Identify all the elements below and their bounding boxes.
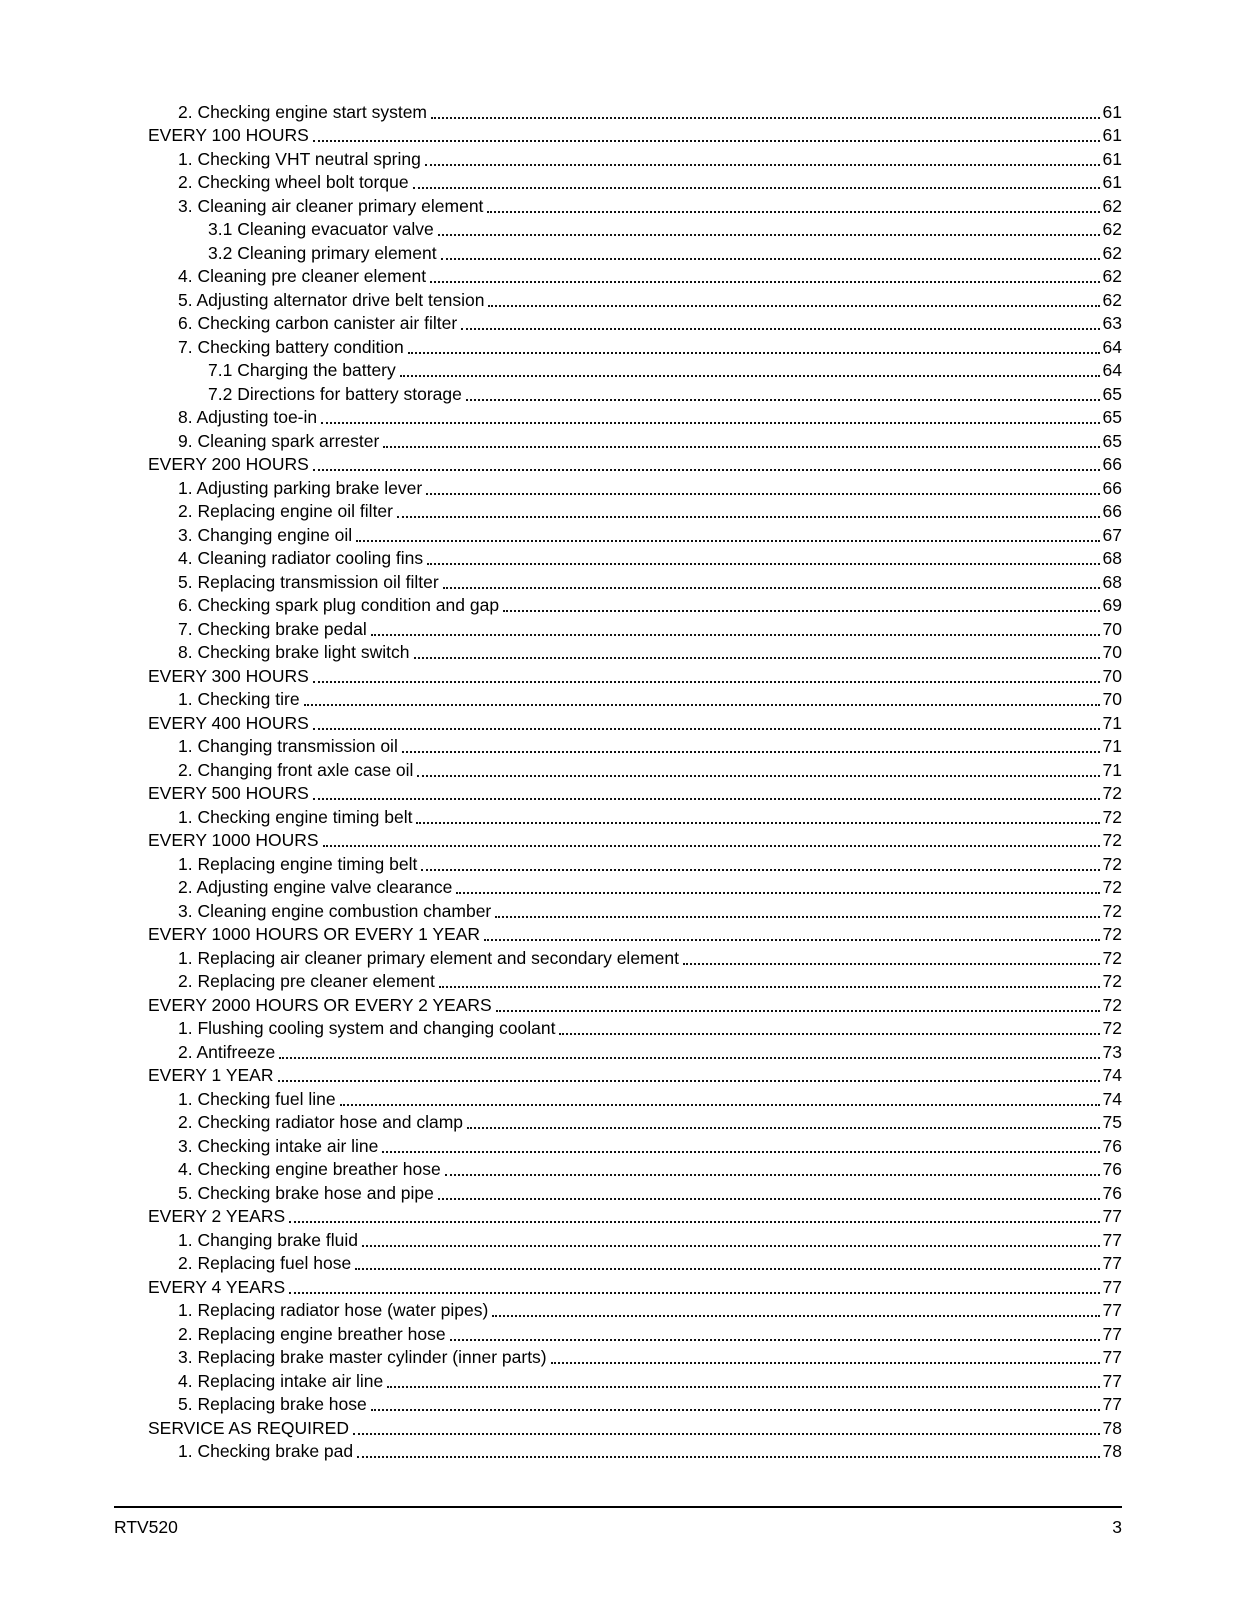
toc-leader-dots [278, 1080, 1100, 1082]
toc-entry-title: 5. Replacing transmission oil filter [178, 571, 439, 592]
toc-entry-title: 7. Checking brake pedal [178, 618, 367, 639]
toc-entry [148, 898, 1122, 922]
toc-page-number: 77 [1102, 1323, 1122, 1344]
toc-leader-dots [313, 681, 1100, 683]
toc-page-number: 64 [1102, 336, 1122, 357]
toc-page-number: 63 [1102, 313, 1122, 333]
toc-entry-title: 5. Checking brake hose and pipe [178, 1182, 434, 1203]
toc-entry [148, 358, 1122, 382]
toc-entry-title: 7. Checking battery condition [178, 336, 404, 357]
toc-entry-title: 4. Cleaning pre cleaner element [178, 266, 427, 286]
toc-page-number: 71 [1102, 712, 1122, 733]
toc-entry-title: 1. Flushing cooling system and changing coolant [178, 1018, 556, 1038]
toc-entry [148, 334, 1122, 358]
toc-page-number: 77 [1102, 1253, 1122, 1273]
toc-leader-dots [559, 1033, 1099, 1035]
toc-page-number: 70 [1102, 665, 1122, 686]
toc-entry [148, 405, 1122, 429]
toc-entry-title: 2. Checking radiator hose and clamp [178, 1112, 464, 1132]
toc-entry-title: 1. Adjusting parking brake lever [178, 477, 423, 498]
table-of-contents [148, 99, 1122, 1462]
toc-entry [148, 710, 1122, 734]
toc-page-number: 61 [1102, 125, 1122, 145]
toc-entry [148, 1110, 1122, 1134]
toc-entry [148, 99, 1122, 123]
toc-page-number: 69 [1102, 595, 1122, 615]
toc-page-number: 61 [1102, 101, 1122, 122]
toc-leader-dots [323, 845, 1100, 847]
toc-page-number: 77 [1102, 1300, 1122, 1320]
toc-entry [148, 522, 1122, 546]
toc-entry-title: EVERY 2 YEARS [148, 1206, 286, 1226]
toc-entry-title: 1. Changing brake fluid [178, 1229, 358, 1250]
toc-entry-title: 1. Changing transmission oil [178, 736, 398, 756]
toc-page-number: 67 [1102, 524, 1122, 545]
toc-entry-title: EVERY 2000 HOURS OR EVERY 2 YEARS [148, 994, 492, 1015]
toc-leader-dots [355, 1268, 1099, 1270]
toc-page-number: 62 [1102, 242, 1122, 263]
toc-leader-dots [495, 916, 1099, 918]
toc-page-number: 66 [1102, 477, 1122, 498]
toc-entry-title: 2. Replacing engine breather hose [178, 1323, 446, 1344]
toc-leader-dots [431, 117, 1100, 119]
toc-entry-title: 2. Replacing pre cleaner element [178, 971, 435, 991]
toc-page-number: 72 [1102, 1018, 1122, 1038]
toc-entry [148, 1392, 1122, 1416]
toc-entry [148, 734, 1122, 758]
toc-page-number: 70 [1102, 618, 1122, 639]
toc-entry-title: 4. Cleaning radiator cooling fins [178, 548, 424, 568]
toc-leader-dots [321, 422, 1099, 424]
toc-entry [148, 992, 1122, 1016]
toc-leader-dots [426, 493, 1099, 495]
toc-entry [148, 311, 1122, 335]
toc-page-number: 62 [1102, 195, 1122, 216]
toc-leader-dots [340, 1104, 1100, 1106]
toc-entry-title: EVERY 1000 HOURS OR EVERY 1 YEAR [148, 924, 481, 944]
toc-entry-title: 1. Checking fuel line [178, 1088, 336, 1109]
toc-leader-dots [683, 963, 1100, 965]
toc-entry [148, 499, 1122, 523]
toc-entry [148, 240, 1122, 264]
toc-entry-title: EVERY 1 YEAR [148, 1065, 274, 1085]
toc-leader-dots [492, 1315, 1099, 1317]
toc-page-number: 75 [1102, 1112, 1122, 1132]
toc-entry-title: 3. Cleaning air cleaner primary element [178, 195, 484, 216]
toc-entry [148, 1039, 1122, 1063]
toc-leader-dots [461, 328, 1099, 330]
toc-page-number: 77 [1102, 1276, 1122, 1297]
toc-entry [148, 851, 1122, 875]
toc-leader-dots [397, 516, 1100, 518]
toc-leader-dots [496, 1010, 1100, 1012]
toc-entry [148, 1439, 1122, 1463]
toc-leader-dots [279, 1057, 1099, 1059]
toc-page-number: 70 [1102, 689, 1122, 709]
toc-entry-title: 1. Replacing air cleaner primary element and secondary element [178, 947, 679, 968]
toc-entry [148, 945, 1122, 969]
toc-page-number: 62 [1102, 219, 1122, 239]
toc-leader-dots [383, 446, 1099, 448]
toc-page-number: 77 [1102, 1394, 1122, 1414]
toc-page-number: 77 [1102, 1206, 1122, 1226]
toc-leader-dots [408, 352, 1100, 354]
toc-entry-title: EVERY 100 HOURS [148, 125, 309, 145]
toc-leader-dots [443, 587, 1100, 589]
toc-leader-dots [421, 869, 1099, 871]
toc-page-number: 72 [1102, 924, 1122, 944]
toc-leader-dots [450, 1339, 1100, 1341]
footer-model-label: RTV520 [114, 1517, 178, 1537]
toc-leader-dots [466, 399, 1100, 401]
toc-page-number: 77 [1102, 1229, 1122, 1250]
toc-page-number: 72 [1102, 806, 1122, 827]
toc-entry-title: 3. Changing engine oil [178, 524, 353, 545]
toc-entry-title: 1. Checking tire [178, 689, 300, 709]
toc-page-number: 68 [1102, 548, 1122, 568]
toc-entry [148, 170, 1122, 194]
toc-entry [148, 193, 1122, 217]
toc-entry-title: 7.2 Directions for battery storage [208, 383, 462, 404]
toc-page-number: 77 [1102, 1370, 1122, 1391]
toc-entry-title: 5. Replacing brake hose [178, 1394, 367, 1414]
toc-leader-dots [313, 140, 1100, 142]
toc-entry [148, 640, 1122, 664]
toc-leader-dots [382, 1151, 1099, 1153]
toc-leader-dots [438, 1198, 1100, 1200]
toc-entry-title: EVERY 300 HOURS [148, 665, 309, 686]
toc-leader-dots [417, 775, 1099, 777]
toc-leader-dots [438, 234, 1100, 236]
toc-page-number: 72 [1102, 830, 1122, 850]
toc-page-number: 62 [1102, 266, 1122, 286]
toc-leader-dots [313, 728, 1100, 730]
toc-leader-dots [289, 1221, 1099, 1223]
toc-leader-dots [289, 1292, 1099, 1294]
toc-leader-dots [402, 751, 1100, 753]
toc-entry-title: 1. Replacing radiator hose (water pipes) [178, 1300, 489, 1320]
toc-leader-dots [357, 1456, 1099, 1458]
toc-entry [148, 687, 1122, 711]
toc-entry [148, 1298, 1122, 1322]
toc-page-number: 72 [1102, 947, 1122, 968]
toc-entry [148, 616, 1122, 640]
toc-leader-dots [503, 610, 1099, 612]
toc-entry [148, 804, 1122, 828]
toc-entry-title: 5. Adjusting alternator drive belt tension [178, 289, 485, 310]
toc-entry-title: 3.2 Cleaning primary element [208, 242, 437, 263]
toc-entry-title: 7.1 Charging the battery [208, 360, 396, 380]
toc-entry-title: 2. Checking engine start system [178, 101, 428, 122]
toc-page-number: 70 [1102, 642, 1122, 662]
toc-page-number: 74 [1102, 1088, 1122, 1109]
toc-page-number: 78 [1102, 1417, 1122, 1438]
toc-entry [148, 475, 1122, 499]
toc-entry [148, 1227, 1122, 1251]
toc-page-number: 72 [1102, 877, 1122, 897]
toc-entry-title: 2. Replacing fuel hose [178, 1253, 352, 1273]
toc-entry [148, 1133, 1122, 1157]
toc-page-number: 68 [1102, 571, 1122, 592]
toc-entry [148, 1415, 1122, 1439]
toc-page-number: 65 [1102, 430, 1122, 451]
toc-entry [148, 1063, 1122, 1087]
toc-leader-dots [427, 563, 1099, 565]
toc-entry [148, 123, 1122, 147]
toc-leader-dots [488, 305, 1099, 307]
toc-page-number: 61 [1102, 148, 1122, 169]
footer-page-number: 3 [1112, 1517, 1122, 1537]
toc-leader-dots [371, 634, 1100, 636]
toc-entry-title: 9. Cleaning spark arrester [178, 430, 380, 451]
toc-leader-dots [551, 1362, 1100, 1364]
toc-page-number: 72 [1102, 971, 1122, 991]
toc-leader-dots [304, 704, 1100, 706]
toc-page-number: 61 [1102, 172, 1122, 192]
toc-leader-dots [456, 892, 1099, 894]
toc-entry [148, 1251, 1122, 1275]
toc-leader-dots [371, 1409, 1100, 1411]
toc-leader-dots [416, 822, 1099, 824]
toc-leader-dots [362, 1245, 1100, 1247]
toc-entry [148, 969, 1122, 993]
toc-leader-dots [313, 798, 1100, 800]
toc-entry [148, 146, 1122, 170]
toc-leader-dots [425, 164, 1100, 166]
toc-page-number: 76 [1102, 1182, 1122, 1203]
toc-leader-dots [387, 1386, 1099, 1388]
toc-entry-title: 8. Adjusting toe-in [178, 407, 318, 427]
toc-entry-title: 1. Checking engine timing belt [178, 806, 413, 827]
toc-entry-title: 6. Checking carbon canister air filter [178, 313, 458, 333]
toc-leader-dots [313, 469, 1100, 471]
toc-entry [148, 922, 1122, 946]
toc-page-number: 76 [1102, 1159, 1122, 1179]
toc-page-number: 77 [1102, 1347, 1122, 1367]
toc-page-number: 71 [1102, 736, 1122, 756]
toc-page-number: 66 [1102, 454, 1122, 474]
toc-page-number: 71 [1102, 759, 1122, 780]
toc-leader-dots [467, 1127, 1100, 1129]
toc-leader-dots [353, 1433, 1100, 1435]
toc-entry [148, 1368, 1122, 1392]
toc-entry-title: 2. Antifreeze [178, 1041, 276, 1062]
toc-page-number: 76 [1102, 1135, 1122, 1156]
toc-entry [148, 1016, 1122, 1040]
toc-entry-title: 1. Replacing engine timing belt [178, 853, 418, 874]
toc-entry [148, 1345, 1122, 1369]
toc-entry-title: 2. Changing front axle case oil [178, 759, 414, 780]
toc-entry [148, 593, 1122, 617]
toc-leader-dots [484, 939, 1100, 941]
toc-entry-title: 3.1 Cleaning evacuator valve [208, 219, 434, 239]
toc-entry-title: EVERY 4 YEARS [148, 1276, 286, 1297]
toc-leader-dots [413, 187, 1100, 189]
toc-page-number: 72 [1102, 900, 1122, 921]
toc-entry [148, 452, 1122, 476]
toc-entry-title: 4. Checking engine breather hose [178, 1159, 441, 1179]
toc-page-number: 64 [1102, 360, 1122, 380]
toc-leader-dots [487, 211, 1099, 213]
toc-page-number: 72 [1102, 783, 1122, 803]
toc-page-number: 74 [1102, 1065, 1122, 1085]
toc-entry [148, 546, 1122, 570]
toc-entry [148, 1086, 1122, 1110]
toc-page-number: 72 [1102, 853, 1122, 874]
toc-entry-title: 4. Replacing intake air line [178, 1370, 384, 1391]
toc-entry [148, 875, 1122, 899]
toc-page-number: 62 [1102, 289, 1122, 310]
toc-entry [148, 381, 1122, 405]
toc-leader-dots [400, 375, 1100, 377]
toc-entry [148, 757, 1122, 781]
toc-leader-dots [439, 986, 1100, 988]
toc-entry [148, 569, 1122, 593]
toc-entry [148, 287, 1122, 311]
toc-entry-title: SERVICE AS REQUIRED [148, 1417, 349, 1438]
toc-page-number: 73 [1102, 1041, 1122, 1062]
toc-entry-title: EVERY 500 HOURS [148, 783, 309, 803]
toc-entry-title: 1. Checking VHT neutral spring [178, 148, 421, 169]
toc-entry-title: 1. Checking brake pad [178, 1441, 354, 1461]
page-footer [114, 1506, 1122, 1538]
toc-entry-title: EVERY 200 HOURS [148, 454, 309, 474]
toc-leader-dots [441, 258, 1100, 260]
toc-page-number: 65 [1102, 383, 1122, 404]
toc-page-number: 78 [1102, 1441, 1122, 1461]
toc-entry [148, 1180, 1122, 1204]
toc-entry [148, 217, 1122, 241]
toc-entry-title: 8. Checking brake light switch [178, 642, 410, 662]
toc-entry [148, 1157, 1122, 1181]
toc-entry [148, 828, 1122, 852]
toc-entry-title: 2. Checking wheel bolt torque [178, 172, 409, 192]
toc-entry [148, 1204, 1122, 1228]
toc-entry-title: 3. Replacing brake master cylinder (inner parts) [178, 1347, 547, 1367]
toc-entry [148, 781, 1122, 805]
toc-entry-title: 2. Adjusting engine valve clearance [178, 877, 453, 897]
toc-page-number: 66 [1102, 501, 1122, 521]
toc-page-number: 72 [1102, 994, 1122, 1015]
toc-entry-title: 2. Replacing engine oil filter [178, 501, 393, 521]
toc-leader-dots [414, 657, 1100, 659]
toc-entry-title: 6. Checking spark plug condition and gap [178, 595, 500, 615]
toc-entry [148, 1321, 1122, 1345]
toc-leader-dots [430, 281, 1099, 283]
toc-leader-dots [445, 1174, 1100, 1176]
toc-entry [148, 1274, 1122, 1298]
toc-entry [148, 428, 1122, 452]
toc-entry-title: EVERY 1000 HOURS [148, 830, 319, 850]
toc-entry-title: EVERY 400 HOURS [148, 712, 309, 733]
toc-page-number: 65 [1102, 407, 1122, 427]
toc-entry [148, 663, 1122, 687]
toc-entry [148, 264, 1122, 288]
toc-leader-dots [356, 540, 1099, 542]
toc-entry-title: 3. Checking intake air line [178, 1135, 379, 1156]
toc-entry-title: 3. Cleaning engine combustion chamber [178, 900, 492, 921]
